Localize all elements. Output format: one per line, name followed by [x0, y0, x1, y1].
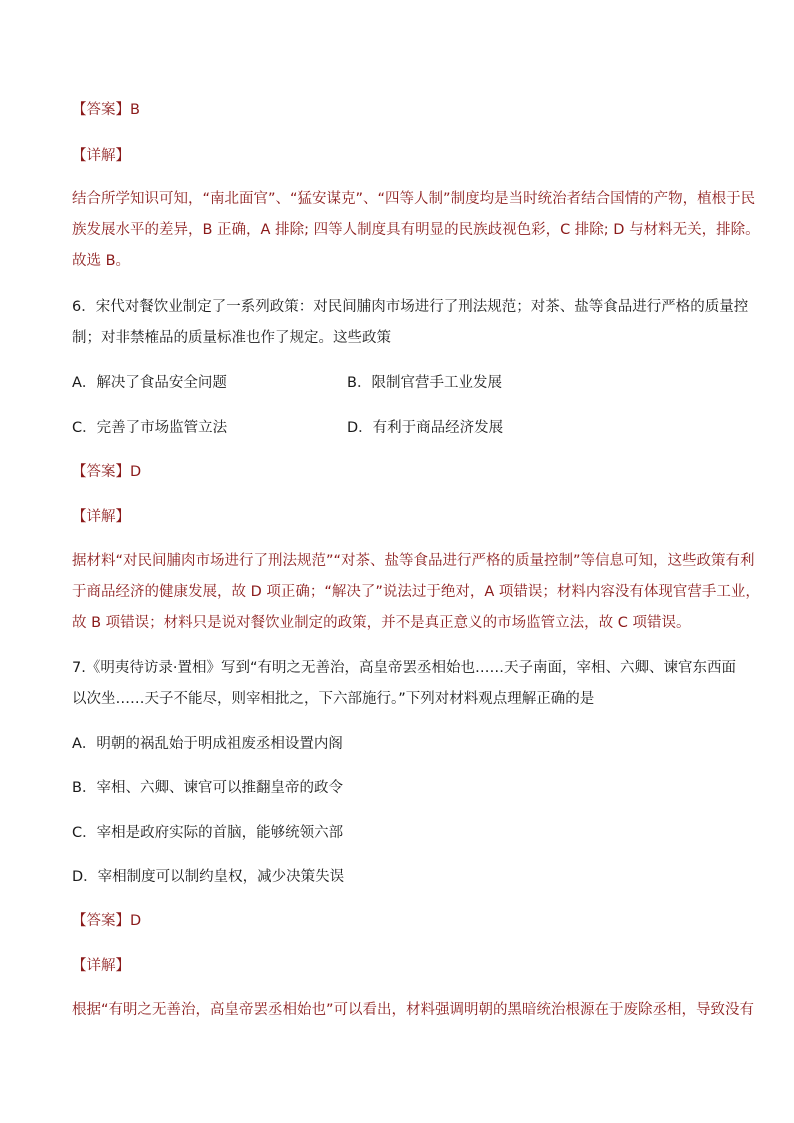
q7-explanation-line-1: 根据“有明之无善治，高皇帝罢丞相始也”可以看出，材料强调明朝的黑暗统治根源在于废除丞相，导致没有	[72, 1002, 755, 1018]
q7-stem-line-1: 7.《明夷待访录·置相》写到“有明之无善治，高皇帝罢丞相始也……天子南面，宰相、六卿、谏官东西面	[72, 660, 736, 676]
q5-answer: 【答案】B	[72, 102, 140, 118]
q6-stem-line-2: 制；对非禁榷品的质量标准也作了规定。这些政策	[72, 330, 391, 346]
q7-option-d: D．宰相制度可以制约皇权，减少决策失误	[72, 869, 345, 885]
q5-explanation-line-3: 故选 B。	[72, 253, 131, 269]
q7-option-b: B．宰相、六卿、谏官可以推翻皇帝的政令	[72, 780, 343, 796]
q7-stem-line-2: 以次坐……天子不能尽，则宰相批之，下六部施行。”下列对材料观点理解正确的是	[72, 691, 595, 707]
q7-option-a: A．明朝的祸乱始于明成祖废丞相设置内阁	[72, 736, 343, 752]
q6-option-d: D．有利于商品经济发展	[347, 420, 504, 436]
q6-option-a: A．解决了食品安全问题	[72, 375, 227, 391]
q6-explanation-line-2: 于商品经济的健康发展，故 D 项正确；“解决了”说法过于绝对，A 项错误；材料内容没有体现官营手工业，	[72, 584, 760, 600]
q6-explanation-line-3: 故 B 项错误；材料只是说对餐饮业制定的政策，并不是真正意义的市场监管立法，故 C 项错误。	[72, 615, 691, 631]
q5-detail-label: 【详解】	[72, 148, 130, 164]
q6-option-b: B．限制官营手工业发展	[347, 375, 502, 391]
q6-detail-label: 【详解】	[72, 509, 130, 525]
q6-answer: 【答案】D	[72, 464, 142, 480]
q6-option-c: C．完善了市场监管立法	[72, 420, 228, 436]
q7-answer: 【答案】D	[72, 913, 142, 929]
q7-option-c: C．宰相是政府实际的首脑，能够统领六部	[72, 825, 344, 841]
q5-explanation-line-2: 族发展水平的差异，B 正确，A 排除; 四等人制度具有明显的民族歧视色彩，C 排除; D 与材料无关，排除。	[72, 222, 760, 238]
q7-detail-label: 【详解】	[72, 958, 130, 974]
q5-explanation-line-1: 结合所学知识可知，“南北面官”、“猛安谋克”、“四等人制”制度均是当时统治者结合国情的产物，植根于民	[72, 191, 756, 207]
q6-explanation-line-1: 据材料“对民间脯肉市场进行了刑法规范”“对茶、盐等食品进行严格的质量控制”等信息可知，这些政策有利	[72, 553, 755, 569]
q6-stem-line-1: 6．宋代对餐饮业制定了一系列政策：对民间脯肉市场进行了刑法规范；对茶、盐等食品进行严格的质量控	[72, 299, 749, 315]
